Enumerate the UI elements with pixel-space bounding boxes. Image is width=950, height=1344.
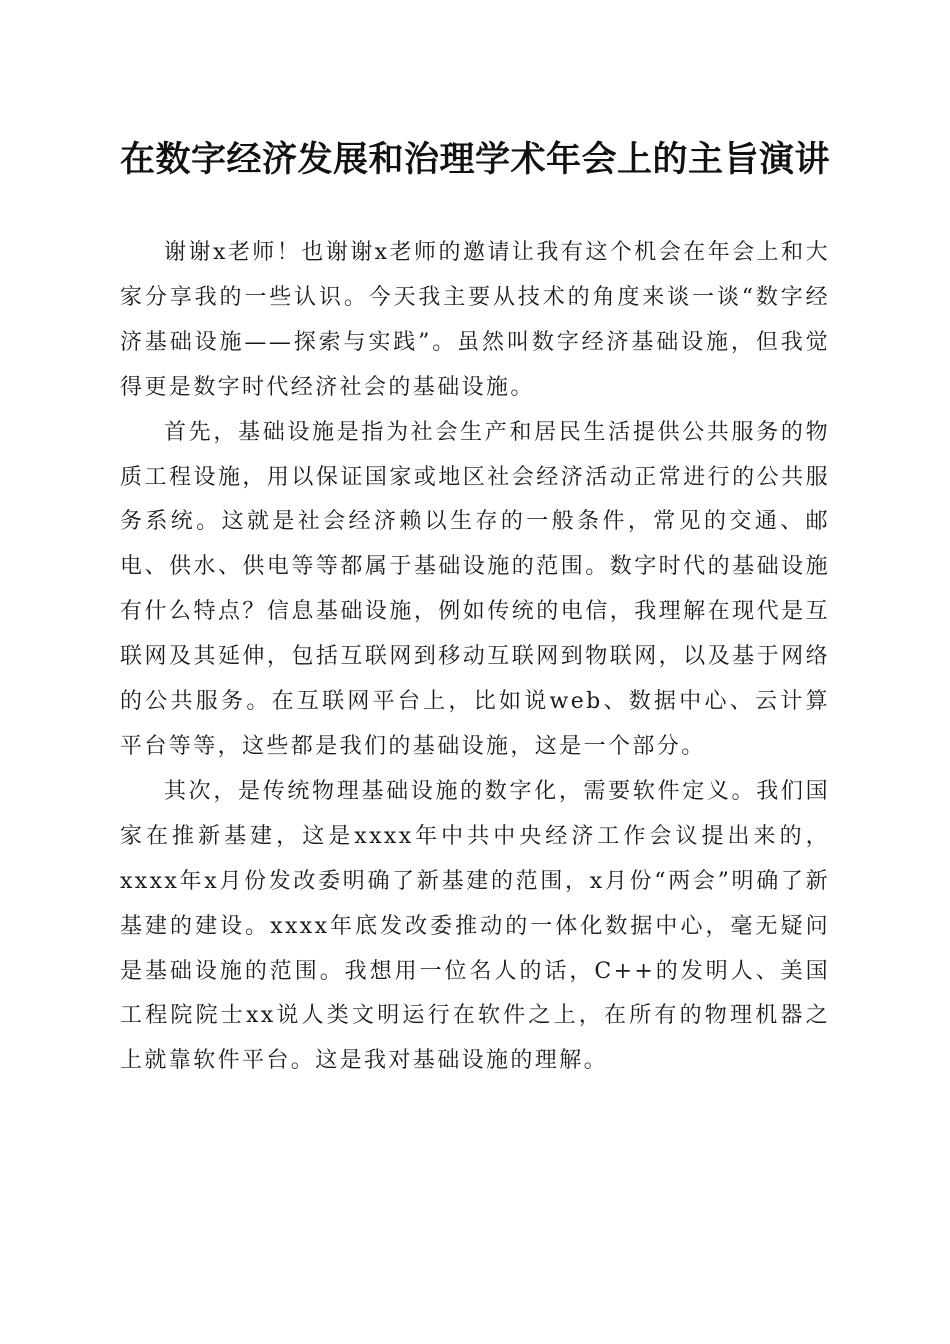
paragraph-2: 首先，基础设施是指为社会生产和居民生活提供公共服务的物质工程设施，用以保证国家或地区社会经济活动正常进行的公共服务系统。这就是社会经济赖以生存的一般条件，常见的交通、邮电、供水、供电等等都属于基础设施的范围。数字时代的基础设施有什么特点？信息基础设施，例如传统的电信，我理解在现代是互联网及其延伸，包括互联网到移动互联网到物联网，以及基于网络的公共服务。在互联网平台上，比如说web、数据中心、云计算平台等等，这些都是我们的基础设施，这是一个部分。 (120, 419, 830, 759)
paragraph-1: 谢谢x老师！也谢谢x老师的邀请让我有这个机会在年会上和大家分享我的一些认识。今天我主要从技术的角度来谈一谈“数字经济基础设施——探索与实践”。虽然叫数字经济基础设施，但我觉得更是数字时代经济社会的基础设施。 (120, 240, 830, 400)
page-title: 在数字经济发展和治理学术年会上的主旨演讲 (119, 139, 830, 180)
document-body (120, 231, 830, 1084)
paragraph-3: 其次，是传统物理基础设施的数字化，需要软件定义。我们国家在推新基建，这是xxxx年中共中央经济工作会议提出来的，xxxx年x月份发改委明确了新基建的范围，x月份“两会”明确了新基建的建设。xxxx年底发改委推动的一体化数据中心，毫无疑问是基础设施的范围。我想用一位名人的话，C++的发明人、美国工程院院士xx说人类文明运行在软件之上，在所有的物理机器之上就靠软件平台。这是我对基础设施的理解。 (120, 778, 830, 1074)
